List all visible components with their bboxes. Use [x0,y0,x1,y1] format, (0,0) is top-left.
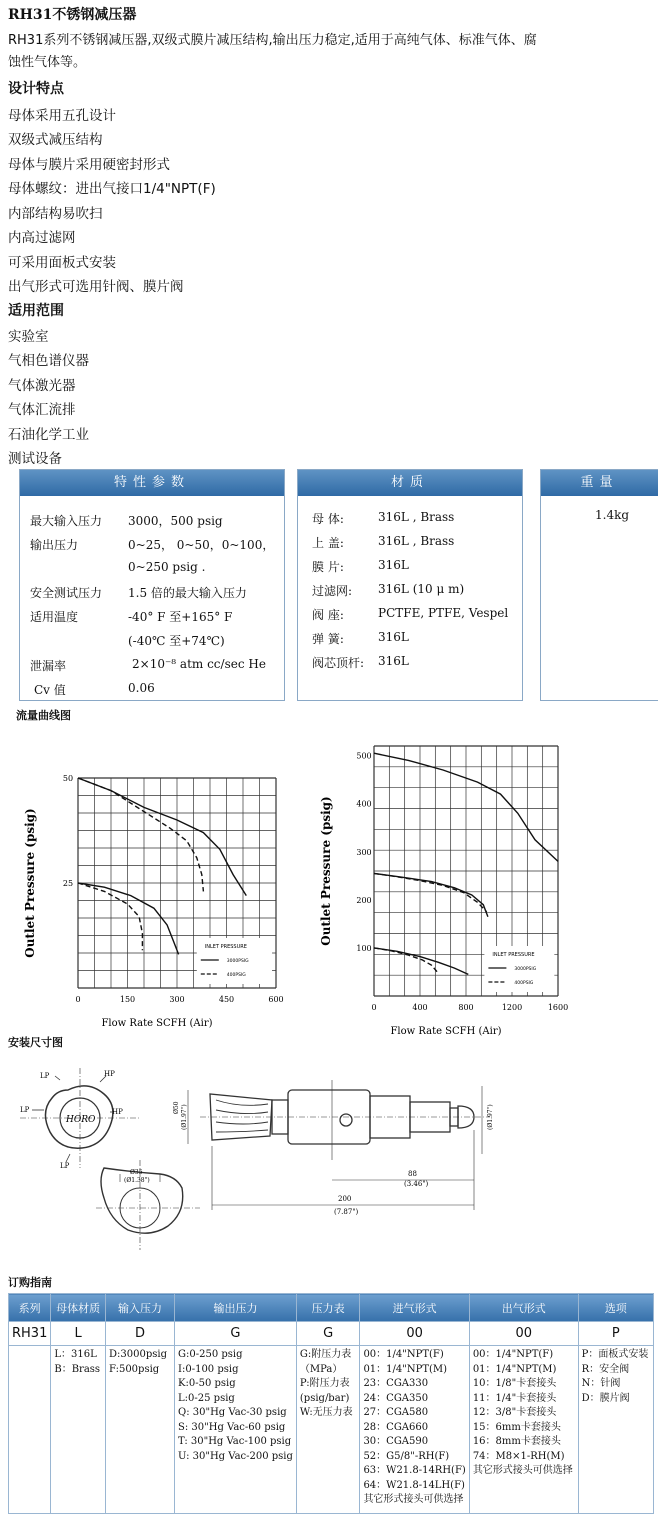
x-tick-label: 450 [218,995,235,1004]
series-line [374,948,468,975]
option-item: D：膜片阀 [581,1392,630,1404]
order-code: G [175,1322,297,1346]
series-line [374,873,487,912]
x-tick-label: 1600 [547,1003,569,1012]
dimension-drawing [0,1050,658,1270]
y-tick-label: 500 [356,751,372,761]
option-item: F:500psig [109,1363,160,1375]
material-value: 316L (10 μ m) [378,582,465,596]
option-item: P:附压力表 [299,1378,350,1389]
specs-panel [19,469,285,701]
dim-88: 88 [408,1170,417,1178]
option-item: I:0-100 psig [178,1363,239,1375]
material-label: 弹 簧: [312,632,344,646]
x-tick-label: 600 [268,995,284,1004]
scope-item: 气体汇流排 [8,402,76,418]
dim-50-in-right: (Ø1.97") [487,1104,494,1130]
y-tick-label: 50 [62,774,74,783]
option-item: 63：W21.8-14RH(F) [363,1465,466,1476]
material-label: 膜 片: [312,560,344,574]
order-header: 母体材质 [51,1294,106,1322]
legend-title: INLET PRESSURE [204,944,247,950]
option-item: 24：CGA350 [363,1392,429,1404]
spec-value: 3000，500 psig [128,514,223,528]
option-item: Q: 30"Hg Vac-30 psig [178,1407,287,1418]
option-item: K:0-50 psig [178,1378,236,1389]
material-value: 316L , Brass [378,534,455,548]
option-item: 10：1/8"卡套接头 [472,1378,557,1389]
knob-label-lp: LP [40,1072,50,1080]
material-label: 阀芯顶杆: [312,656,365,670]
design-item: 可采用面板式安装 [8,255,116,271]
intro-line-1: RH31系列不锈钢减压器,双级式膜片减压结构,输出压力稳定,适用于高纯气体、标准气体、腐 [8,33,537,48]
option-item: N：针阀 [581,1378,621,1389]
option-item: D:3000psig [109,1349,167,1360]
scope-item: 实验室 [8,329,49,345]
knob-label-hp: HP [112,1108,123,1116]
legend-entry: 400PSIG [514,981,534,986]
order-header: 出气形式 [469,1294,578,1322]
series-line [78,883,142,950]
scope-item: 气相色谱仪器 [8,353,89,369]
series-line [374,873,488,916]
order-col-series [9,1346,51,1514]
option-item: 11：1/4"卡套接头 [472,1392,557,1404]
order-col-inlet [106,1346,175,1514]
order-header: 选项 [578,1294,653,1322]
order-col-outlet [175,1346,297,1514]
order-col-material [51,1346,106,1514]
dim-35-in: (Ø1.38") [124,1177,150,1184]
spec-value: 2×10⁻⁸ atm cc/sec He [132,657,266,671]
scope-item: 测试设备 [8,451,62,467]
option-item: G:0-250 psig [178,1349,243,1360]
dim-200-in: (7.87") [334,1208,359,1216]
design-item: 母体采用五孔设计 [8,108,116,124]
x-tick-label: 150 [119,995,136,1004]
flow-heading: 流量曲线图 [16,709,71,722]
x-tick-label: 0 [75,995,81,1004]
series-line [78,883,179,954]
dim-50-in: (Ø1.97") [181,1104,188,1130]
option-item: R：安全阀 [581,1363,630,1375]
x-axis-label: Flow Rate SCFH (Air) [390,1026,502,1037]
order-code: D [106,1322,175,1346]
x-tick-label: 1200 [501,1003,523,1012]
legend-entry: 3000PSIG [514,967,537,972]
legend-entry: 3000PSIG [226,959,249,964]
option-item: 52：G5/8"-RH(F) [363,1450,450,1462]
order-col-gauge [296,1346,360,1514]
option-item: W:无压力表 [299,1407,353,1418]
series-line [78,778,203,891]
material-label: 上 盖: [312,536,344,550]
y-axis-label: Outlet Pressure (psig) [23,808,37,958]
weight-value: 1.4kg [595,508,630,522]
dim-50: Ø50 [173,1101,180,1114]
order-code: P [578,1322,653,1346]
option-item: U: 30"Hg Vac-200 psig [178,1450,293,1462]
x-tick-label: 0 [371,1003,377,1012]
y-tick-label: 100 [356,943,372,953]
option-item: 30：CGA590 [363,1436,429,1447]
option-item: 01：1/4"NPT(M) [363,1363,448,1375]
materials-heading: 材质 [298,470,522,496]
option-item: 00：1/4"NPT(F) [472,1349,554,1360]
order-col-options [578,1346,653,1514]
knob-label-hp: HP [104,1070,115,1078]
option-item: 74：M8×1-RH(M) [472,1450,565,1462]
x-axis-label: Flow Rate SCFH (Air) [101,1018,213,1029]
option-item: 27：CGA580 [363,1407,429,1418]
order-header: 输入压力 [106,1294,175,1322]
design-item: 母体与膜片采用硬密封形式 [8,157,170,173]
order-header: 压力表 [296,1294,360,1322]
order-code: G [296,1322,360,1346]
option-item: 01：1/4"NPT(M) [472,1363,557,1375]
intro-line-2: 蚀性气体等。 [8,55,87,70]
order-code-row [9,1322,654,1346]
regulator-side-view [188,1080,490,1210]
design-item: 内高过滤网 [8,230,76,246]
spec-label: 输出压力 [30,538,79,552]
option-item: 12：3/8"卡套接头 [472,1407,557,1418]
y-tick-label: 300 [356,847,372,857]
order-heading: 订购指南 [8,1276,52,1289]
order-header-row [9,1294,654,1322]
flow-chart-right [310,720,658,1037]
x-tick-label: 400 [412,1003,428,1012]
mount-bracket-view [96,1160,200,1250]
page-title: RH31不锈钢减压器 [8,7,137,23]
materials-panel [297,469,523,701]
dim-88-in: (3.46") [404,1180,429,1188]
weight-heading: 重量 [541,470,658,496]
order-header: 输出压力 [175,1294,297,1322]
x-tick-label: 300 [169,995,185,1004]
option-item: B：Brass [54,1363,101,1375]
design-heading: 设计特点 [8,81,64,97]
option-item: (psig/bar) [299,1392,350,1404]
order-code: L [51,1322,106,1346]
material-label: 过滤网: [312,584,353,598]
material-value: 316L [378,558,409,572]
design-item: 母体螺纹：进出气接口1/4"NPT(F) [8,181,216,197]
knob-label-lp: LP [20,1106,30,1114]
spec-value: 0~250 psig . [128,560,206,574]
design-item: 内部结构易吹扫 [8,206,103,222]
order-header: 系列 [9,1294,51,1322]
weight-panel [540,469,658,701]
order-code: 00 [469,1322,578,1346]
material-value: 316L , Brass [378,510,455,524]
spec-value: 1.5 倍的最大输入压力 [128,586,247,600]
knob-label-lp: LP [60,1162,70,1170]
order-col-inlet-connection [360,1346,469,1514]
option-item: 23：CGA330 [363,1378,429,1389]
option-item: L:0-25 psig [178,1392,235,1404]
flow-chart-left [0,720,320,1030]
y-tick-label: 200 [356,895,372,905]
option-item: G:附压力表 [299,1349,352,1360]
option-item: 28：CGA660 [363,1421,429,1433]
dim-200: 200 [338,1195,352,1203]
material-value: 316L [378,654,409,668]
spec-label: 泄漏率 [30,659,67,673]
specs-heading: 特性参数 [20,470,284,496]
spec-label: 安全测试压力 [30,586,103,600]
spec-value: (-40℃ 至+74℃) [128,634,225,648]
material-value: PCTFE, PTFE, Vespel [378,606,509,620]
option-item: 64：W21.8-14LH(F) [363,1479,465,1491]
order-col-outlet-connection [469,1346,578,1514]
spec-label: 适用温度 [30,610,79,624]
option-item: P：面板式安装 [581,1349,649,1360]
install-heading: 安装尺寸图 [8,1036,63,1049]
option-item: 其它形式接头可供选择 [472,1465,573,1476]
brand-logo: HORO [66,1115,96,1125]
y-axis-label: Outlet Pressure (psig) [319,796,333,946]
spec-value: 0~25， 0~50，0~100， [128,538,275,552]
order-header: 进气形式 [360,1294,469,1322]
order-code: RH31 [9,1322,51,1346]
spec-label: Cv 值 [34,683,66,697]
legend-entry: 400PSIG [226,973,246,978]
scope-item: 气体激光器 [8,378,76,394]
option-item: 16：8mm卡套接头 [472,1436,561,1447]
order-code: 00 [360,1322,469,1346]
spec-value: 0.06 [128,681,155,695]
y-tick-label: 400 [356,799,372,809]
option-item: 其它形式接头可供选择 [363,1494,464,1505]
option-item: （MPa） [299,1363,343,1375]
x-tick-label: 800 [458,1003,474,1012]
series-line [374,948,437,972]
scope-heading: 适用范围 [8,303,64,319]
y-tick-label: 25 [62,879,74,888]
scope-item: 石油化学工业 [8,427,89,443]
design-item: 双级式减压结构 [8,132,103,148]
material-label: 阀 座: [312,608,344,622]
spec-label: 最大输入压力 [30,514,103,528]
option-item: L：316L [54,1349,97,1360]
option-item: S: 30"Hg Vac-60 psig [178,1421,286,1433]
order-table [8,1293,654,1514]
order-options-row [9,1346,654,1514]
option-item: T: 30"Hg Vac-100 psig [178,1436,292,1447]
material-value: 316L [378,630,409,644]
dim-35: Ø35 [130,1169,143,1176]
option-item: 15：6mm卡套接头 [472,1421,561,1433]
spec-value: -40° F 至+165° F [128,610,233,624]
design-item: 出气形式可选用针阀、膜片阀 [8,279,184,295]
option-item: 00：1/4"NPT(F) [363,1349,444,1360]
legend-title: INLET PRESSURE [492,952,535,958]
material-label: 母 体: [312,512,344,526]
